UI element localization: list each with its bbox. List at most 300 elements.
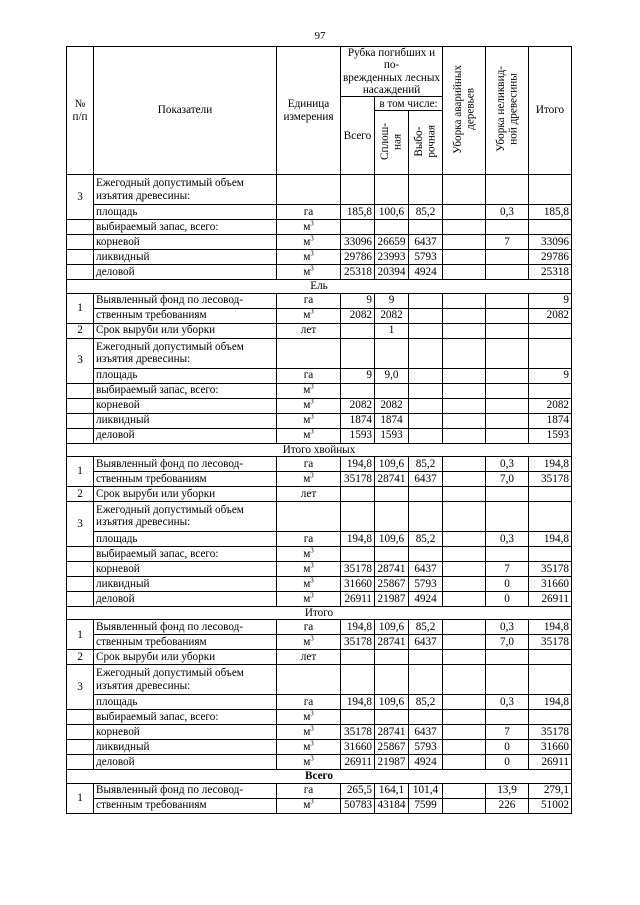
row-unit: $м^3$	[277, 428, 341, 443]
row-value: 31660	[341, 740, 375, 755]
row-value	[486, 323, 529, 338]
row-value: 28741	[375, 635, 409, 650]
row-value	[409, 665, 443, 695]
row-value	[443, 368, 486, 383]
row-value	[409, 486, 443, 501]
row-value: 9	[529, 368, 572, 383]
row-unit	[277, 665, 341, 695]
row-value: 2082	[341, 398, 375, 413]
row-value	[443, 205, 486, 220]
row-unit: $м^3$	[277, 740, 341, 755]
table-row	[67, 695, 572, 710]
table-row	[67, 665, 572, 695]
row-value	[529, 175, 572, 205]
row-label: корневой	[94, 235, 277, 250]
header-itogo: Итого	[529, 47, 572, 175]
row-value: 5793	[409, 576, 443, 591]
row-value	[486, 428, 529, 443]
row-value	[443, 293, 486, 308]
row-value: 6437	[409, 725, 443, 740]
row-value: 35178	[341, 471, 375, 486]
row-unit: $м^3$	[277, 308, 341, 323]
table-row	[67, 250, 572, 265]
row-value	[409, 338, 443, 368]
row-value	[486, 265, 529, 280]
row-value: 109,6	[375, 456, 409, 471]
header-unit: Единица измерения	[277, 47, 341, 175]
row-value	[486, 293, 529, 308]
row-value	[443, 635, 486, 650]
table-row	[67, 456, 572, 471]
row-label: Ежегодный допустимый объем изъятия древесины:	[94, 338, 277, 368]
row-value: 31660	[529, 576, 572, 591]
table-row	[67, 576, 572, 591]
row-value: 28741	[375, 471, 409, 486]
row-label: выбираемый запас, всего:	[94, 220, 277, 235]
row-unit: лет	[277, 323, 341, 338]
row-value: 6437	[409, 635, 443, 650]
row-value: 26659	[375, 235, 409, 250]
row-label: ственным требованиям	[94, 308, 277, 323]
row-value: 9	[529, 293, 572, 308]
row-value: 85,2	[409, 456, 443, 471]
row-unit: $м^3$	[277, 471, 341, 486]
row-value: 109,6	[375, 695, 409, 710]
row-value	[443, 650, 486, 665]
row-value: 33096	[341, 235, 375, 250]
row-value: 109,6	[375, 531, 409, 546]
row-num: 3	[67, 338, 94, 383]
row-value: 26911	[529, 755, 572, 770]
row-num: 3	[67, 175, 94, 220]
row-value	[341, 486, 375, 501]
row-unit: га	[277, 531, 341, 546]
table-row	[67, 220, 572, 235]
row-value: 194,8	[529, 620, 572, 635]
row-value: 4924	[409, 591, 443, 606]
section-title: Всего	[67, 770, 572, 783]
row-value	[529, 501, 572, 531]
row-label: Выявленный фонд по лесовод-	[94, 783, 277, 798]
row-value: 2082	[529, 398, 572, 413]
row-value	[409, 413, 443, 428]
row-num	[67, 546, 94, 561]
row-value	[409, 293, 443, 308]
table-row	[67, 235, 572, 250]
row-value	[486, 650, 529, 665]
row-value: 194,8	[529, 531, 572, 546]
header-indicators: Показатели	[94, 47, 277, 175]
row-value	[486, 501, 529, 531]
row-value: 25318	[341, 265, 375, 280]
row-value	[443, 531, 486, 546]
table-row	[67, 338, 572, 368]
row-value	[443, 576, 486, 591]
row-value	[341, 501, 375, 531]
row-value	[486, 546, 529, 561]
table-body	[67, 175, 572, 813]
row-unit	[277, 501, 341, 531]
row-value	[529, 486, 572, 501]
row-label: выбираемый запас, всего:	[94, 546, 277, 561]
row-label: ликвидный	[94, 413, 277, 428]
row-label: выбираемый запас, всего:	[94, 383, 277, 398]
row-num	[67, 428, 94, 443]
row-label: Выявленный фонд по лесовод-	[94, 456, 277, 471]
row-unit	[277, 338, 341, 368]
row-value	[341, 546, 375, 561]
row-label: площадь	[94, 695, 277, 710]
row-label: Ежегодный допустимый объем изъятия древесины:	[94, 175, 277, 205]
row-label: Срок выруби или уборки	[94, 486, 277, 501]
row-unit: га	[277, 456, 341, 471]
row-value: 33096	[529, 235, 572, 250]
row-value	[409, 323, 443, 338]
table-row	[67, 546, 572, 561]
row-value	[529, 650, 572, 665]
row-value: 109,6	[375, 620, 409, 635]
table-row	[67, 486, 572, 501]
row-value: 2082	[529, 308, 572, 323]
row-value: 4924	[409, 755, 443, 770]
row-value: 0,3	[486, 695, 529, 710]
row-value: 6437	[409, 561, 443, 576]
row-label: корневой	[94, 561, 277, 576]
row-unit: $м^3$	[277, 398, 341, 413]
section-row	[67, 606, 572, 619]
row-value	[486, 398, 529, 413]
row-label: деловой	[94, 755, 277, 770]
row-num	[67, 576, 94, 591]
row-label: корневой	[94, 398, 277, 413]
row-value: 0,3	[486, 531, 529, 546]
row-value: 50783	[341, 798, 375, 813]
row-value: 0,3	[486, 205, 529, 220]
row-value: 7	[486, 561, 529, 576]
section-row	[67, 443, 572, 456]
row-unit: $м^3$	[277, 635, 341, 650]
row-value: 0,3	[486, 620, 529, 635]
row-value	[443, 546, 486, 561]
row-value	[529, 710, 572, 725]
row-unit: $м^3$	[277, 546, 341, 561]
row-unit: $м^3$	[277, 561, 341, 576]
row-unit: $м^3$	[277, 798, 341, 813]
row-value: 0,3	[486, 456, 529, 471]
table-row	[67, 293, 572, 308]
row-value: 1593	[341, 428, 375, 443]
row-value: 9,0	[375, 368, 409, 383]
row-value: 51002	[529, 798, 572, 813]
row-value	[443, 561, 486, 576]
row-num	[67, 591, 94, 606]
row-value	[529, 323, 572, 338]
row-value	[341, 323, 375, 338]
row-value	[341, 665, 375, 695]
row-value: 43184	[375, 798, 409, 813]
table-row	[67, 755, 572, 770]
header-solid: Сплош- ная	[375, 111, 409, 175]
row-num	[67, 710, 94, 725]
row-value	[409, 220, 443, 235]
row-label: Выявленный фонд по лесовод-	[94, 293, 277, 308]
row-value	[409, 368, 443, 383]
section-title: Итого хвойных	[67, 443, 572, 456]
table-row	[67, 323, 572, 338]
row-label: корневой	[94, 725, 277, 740]
row-num: 1	[67, 293, 94, 323]
row-value	[443, 740, 486, 755]
row-value: 31660	[529, 740, 572, 755]
row-value	[486, 383, 529, 398]
row-value: 5793	[409, 250, 443, 265]
row-unit: га	[277, 205, 341, 220]
row-unit: га	[277, 695, 341, 710]
row-value: 35178	[529, 725, 572, 740]
table-row	[67, 591, 572, 606]
row-value	[529, 220, 572, 235]
table-row	[67, 561, 572, 576]
row-value: 1	[375, 323, 409, 338]
row-value: 100,6	[375, 205, 409, 220]
row-value	[409, 501, 443, 531]
table-row	[67, 413, 572, 428]
row-value	[443, 323, 486, 338]
row-value	[486, 486, 529, 501]
row-num: 2	[67, 650, 94, 665]
row-value	[486, 250, 529, 265]
row-value	[486, 338, 529, 368]
row-value: 194,8	[341, 695, 375, 710]
row-num	[67, 725, 94, 740]
row-num	[67, 383, 94, 398]
row-value: 7,0	[486, 635, 529, 650]
row-value	[375, 501, 409, 531]
row-value: 1874	[529, 413, 572, 428]
row-value	[443, 265, 486, 280]
row-value: 31660	[341, 576, 375, 591]
row-value	[409, 383, 443, 398]
row-value	[443, 783, 486, 798]
row-value	[443, 413, 486, 428]
row-value	[341, 383, 375, 398]
table-row	[67, 501, 572, 531]
row-value: 21987	[375, 591, 409, 606]
row-value: 26911	[529, 591, 572, 606]
row-label: площадь	[94, 531, 277, 546]
row-num	[67, 235, 94, 250]
row-value: 35178	[341, 635, 375, 650]
row-label: деловой	[94, 591, 277, 606]
row-num: 1	[67, 783, 94, 813]
row-num: 2	[67, 323, 94, 338]
row-value	[486, 175, 529, 205]
row-value: 35178	[529, 471, 572, 486]
row-value: 28741	[375, 725, 409, 740]
row-label: Срок выруби или уборки	[94, 323, 277, 338]
row-value: 29786	[341, 250, 375, 265]
row-value: 5793	[409, 740, 443, 755]
row-label: ственным требованиям	[94, 471, 277, 486]
row-value: 0	[486, 591, 529, 606]
row-unit: $м^3$	[277, 725, 341, 740]
row-value: 35178	[529, 635, 572, 650]
row-label: Ежегодный допустимый объем изъятия древесины:	[94, 501, 277, 531]
row-value: 26911	[341, 591, 375, 606]
row-value: 7,0	[486, 471, 529, 486]
header-emergency: Уборка аварийных деревьев	[443, 47, 486, 175]
table-row	[67, 725, 572, 740]
row-value: 265,5	[341, 783, 375, 798]
row-value	[443, 250, 486, 265]
row-value: 9	[341, 293, 375, 308]
row-value	[486, 665, 529, 695]
row-value	[443, 755, 486, 770]
row-value	[443, 471, 486, 486]
row-value: 26911	[341, 755, 375, 770]
row-value: 7	[486, 235, 529, 250]
row-value	[375, 710, 409, 725]
row-value	[375, 338, 409, 368]
row-num	[67, 740, 94, 755]
row-value	[486, 368, 529, 383]
row-value: 1874	[341, 413, 375, 428]
table-row	[67, 308, 572, 323]
row-value: 1593	[529, 428, 572, 443]
row-label: ственным требованиям	[94, 635, 277, 650]
table-row	[67, 710, 572, 725]
header-including: в том числе:	[375, 97, 443, 111]
row-label: ликвидный	[94, 576, 277, 591]
row-value: 13,9	[486, 783, 529, 798]
row-value	[486, 413, 529, 428]
row-value: 35178	[341, 561, 375, 576]
row-num	[67, 250, 94, 265]
row-num	[67, 398, 94, 413]
row-num: 3	[67, 501, 94, 546]
header-total-sub: Всего	[341, 97, 375, 175]
row-value	[375, 546, 409, 561]
row-unit: $м^3$	[277, 755, 341, 770]
section-title: Итого	[67, 606, 572, 619]
row-value: 28741	[375, 561, 409, 576]
table-row	[67, 531, 572, 546]
row-num	[67, 755, 94, 770]
row-label: Ежегодный допустимый объем изъятия древесины:	[94, 665, 277, 695]
table-row	[67, 383, 572, 398]
row-value: 1874	[375, 413, 409, 428]
row-value	[486, 308, 529, 323]
table-row	[67, 428, 572, 443]
row-value	[529, 338, 572, 368]
row-value	[443, 383, 486, 398]
row-value: 4924	[409, 265, 443, 280]
row-value: 20394	[375, 265, 409, 280]
row-value: 2082	[375, 308, 409, 323]
row-value	[443, 398, 486, 413]
row-label: площадь	[94, 368, 277, 383]
row-value: 164,1	[375, 783, 409, 798]
row-unit: $м^3$	[277, 710, 341, 725]
page-number: 97	[314, 30, 326, 42]
row-value	[409, 398, 443, 413]
row-value	[443, 308, 486, 323]
header-num: № п/п	[67, 47, 94, 175]
table-row	[67, 650, 572, 665]
row-value: 279,1	[529, 783, 572, 798]
row-value	[443, 665, 486, 695]
row-unit: $м^3$	[277, 220, 341, 235]
row-label: площадь	[94, 205, 277, 220]
row-value: 2082	[375, 398, 409, 413]
row-value	[443, 456, 486, 471]
row-value: 25867	[375, 740, 409, 755]
row-value: 9	[375, 293, 409, 308]
row-num: 1	[67, 620, 94, 650]
section-row	[67, 280, 572, 293]
table-row	[67, 620, 572, 635]
row-value	[443, 620, 486, 635]
row-label: Срок выруби или уборки	[94, 650, 277, 665]
row-value	[409, 710, 443, 725]
row-label: деловой	[94, 265, 277, 280]
row-value: 185,8	[341, 205, 375, 220]
row-value: 226	[486, 798, 529, 813]
row-unit: $м^3$	[277, 383, 341, 398]
header-nonliquid: Уборка неликвид- ной древесины	[486, 47, 529, 175]
row-value	[443, 428, 486, 443]
row-value: 6437	[409, 235, 443, 250]
row-value: 85,2	[409, 205, 443, 220]
row-unit: га	[277, 783, 341, 798]
row-value: 85,2	[409, 531, 443, 546]
table-row	[67, 783, 572, 798]
row-unit	[277, 175, 341, 205]
row-value: 9	[341, 368, 375, 383]
row-value	[341, 650, 375, 665]
row-value	[529, 383, 572, 398]
row-unit: $м^3$	[277, 591, 341, 606]
row-unit: лет	[277, 486, 341, 501]
row-value: 194,8	[341, 531, 375, 546]
row-value: 194,8	[341, 456, 375, 471]
row-unit: $м^3$	[277, 576, 341, 591]
row-value	[409, 546, 443, 561]
row-value: 7599	[409, 798, 443, 813]
row-value	[443, 220, 486, 235]
table-row	[67, 740, 572, 755]
row-value	[409, 175, 443, 205]
row-label: ственным требованиям	[94, 798, 277, 813]
row-value	[375, 175, 409, 205]
row-value	[443, 501, 486, 531]
row-unit: лет	[277, 650, 341, 665]
row-value: 194,8	[529, 695, 572, 710]
row-num: 3	[67, 665, 94, 710]
row-value: 25867	[375, 576, 409, 591]
table-row	[67, 798, 572, 813]
row-value: 35178	[341, 725, 375, 740]
table-row	[67, 398, 572, 413]
row-value: 0	[486, 576, 529, 591]
row-value: 0	[486, 740, 529, 755]
table-row	[67, 175, 572, 205]
row-value: 101,4	[409, 783, 443, 798]
row-value	[341, 175, 375, 205]
row-value	[375, 383, 409, 398]
row-value: 6437	[409, 471, 443, 486]
row-num: 2	[67, 486, 94, 501]
